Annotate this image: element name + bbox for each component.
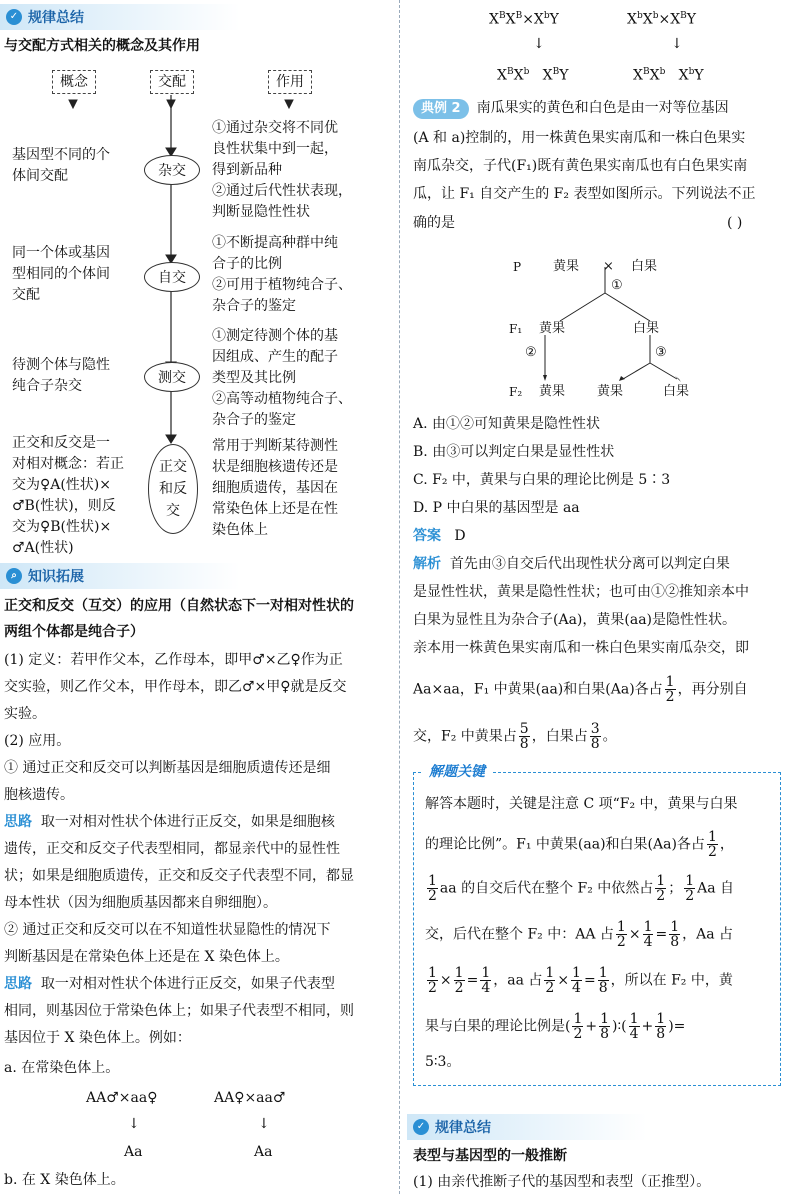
section-subtitle: 表型与基因型的一般推断 [413,1148,567,1164]
section-title: 规律总结 [28,10,84,26]
magnifier-icon: ⌕ [6,568,22,584]
section-subtitle: 与交配方式相关的概念及其作用 [4,38,200,54]
f2-yellow-2: 黄果 [597,384,624,399]
tip-text-part: 的理论比例”。F₁ 中黄果(aa)和白果(Aa)各占 [425,836,705,853]
section-title: 知识拓展 [28,569,84,585]
head-effect: 作用 [268,70,312,94]
down-arrow-icon: ↓ [671,36,683,52]
example-text: 确的是 [413,215,455,231]
f2-yellow-1: 黄果 [539,384,566,399]
effect-selfing [212,233,395,317]
numerator: 1 [598,965,608,981]
offspring-x-forward: $X^BX^b$ $X^BY$ [497,67,569,84]
effect-line: ①测定待测个体的基 [212,328,338,344]
example-first-line [413,98,729,119]
fraction [665,675,676,704]
option-d: D. P 中白果的基因型是 aa [413,500,580,516]
fraction [454,966,465,995]
effect-line: ②可用于植物纯合子、 [212,277,352,293]
reasoning-text: 母本性状（因为细胞质基因都来自卵细胞）。 [4,895,277,911]
node-hybrid: 杂交 [144,155,200,185]
denominator: 2 [428,888,437,904]
times-sign: × [603,259,614,274]
numerator: 1 [573,1011,583,1027]
fraction [519,722,530,751]
numerator: 1 [685,873,695,889]
tip-text: 解答本题时，关键是注意 C 项“F₂ 中，黄果与白果 [425,796,738,812]
numerator: 1 [656,873,666,889]
effect-line: 常染色体上还是在性 [212,501,338,517]
denominator: 4 [629,1026,639,1042]
concept-line: 交为♀B(性状)× [12,519,112,535]
offspring-reverse: Aa [254,1144,273,1160]
fraction [427,966,438,995]
reasoning-label: 思路 [4,976,32,992]
fraction [480,966,491,995]
numerator: 5 [519,721,529,737]
answer-row [413,526,466,546]
concept-hybrid [12,145,142,187]
extension-heading: 两组个体都是纯合子） [4,624,144,640]
reasoning-text: 取一对相对性状个体进行正反交，如果子代表型 [40,976,335,992]
analysis-text: 是显性性状，黄果是隐性性状；也可由①②推知亲本中 [413,584,749,600]
concept-reciprocal [12,433,147,559]
tip-text-part: × [557,972,570,989]
numerator: 1 [481,965,491,981]
numerator: 1 [428,873,437,889]
tip-text-part: ，所以在 F₂ 中，黄 [610,972,733,989]
effect-line: 状是细胞核遗传还是 [212,459,338,475]
numerator: 1 [643,919,653,935]
analysis-row [413,554,730,574]
definition-line: 实验。 [4,706,46,722]
concept-line: 同一个体或基因 [12,245,110,261]
numerator: 1 [707,829,717,845]
node-reciprocal [148,444,198,534]
concept-line: ♂B(性状)，则反 [12,498,116,514]
fraction [629,1012,640,1041]
fraction [655,874,666,903]
denominator: 2 [454,980,464,996]
circle-2: ② [525,345,537,360]
node-reciprocal-label: 正交和反交 [159,459,187,519]
circle-1: ① [611,278,623,293]
extension-heading: 正交和反交（互交）的应用（自然状态下一对相对性状的 [4,598,354,614]
p-yellow: 黄果 [553,259,580,274]
effect-line: 良性状集中到一起， [212,141,338,157]
circle-3: ③ [655,345,667,360]
option-c: C. F₂ 中，黄果与白果的理论比例是 5∶3 [413,472,671,488]
label-p: P [513,260,522,274]
effect-line: ②高等动植物纯合子、 [212,391,352,407]
definition-line: 交实验，则乙作父本，甲作母本，即乙♂×甲♀就是反交 [4,679,347,695]
reasoning-1 [4,812,335,832]
tip-text-part: ，aa 占 [493,972,543,989]
reasoning-text: 状；如果是细胞质遗传，正交和反交子代表型不同，都显 [4,868,354,884]
concept-testcross [12,355,142,397]
analysis-text [413,722,617,751]
concept-line: 基因型不同的个 [12,147,110,163]
answer-bracket: ( ) [727,215,743,231]
cross-x-reverse: $X^bX^b\times X^BY$ [627,11,697,28]
analysis-text-part: ，再分别自 [677,681,748,698]
numerator: 3 [590,721,600,737]
reasoning-text: 取一对相对性状个体进行正反交，如果是细胞核 [40,814,335,830]
tip-text [425,920,733,949]
numerator: 1 [670,919,680,935]
offspring-x-reverse: $X^BX^b$ $X^bY$ [633,67,704,84]
denominator: 8 [519,736,529,752]
tip-text-part: ； [668,880,683,897]
cross-x-forward: $X^BX^B\times X^bY$ [489,11,559,28]
effect-line: 杂合子的鉴定 [212,298,296,314]
tip-text-part: = [466,972,479,989]
answer-label: 答案 [413,528,441,544]
denominator: 4 [572,980,581,996]
denominator: 2 [707,844,717,860]
label-f1: F₁ [509,322,523,336]
concept-line: 交为♀A(性状)× [12,477,111,493]
denominator: 2 [573,1026,583,1042]
analysis-text: 白果为显性且为杂合子(Aa)，黄果(aa)是隐性性状。 [413,612,736,628]
example-text: (A 和 a)控制的，用一株黄色果实南瓜和一株白色果实 [413,130,746,146]
down-arrow-icon: ↓ [128,1116,140,1132]
p-white: 白果 [631,259,658,274]
tip-text [425,830,734,859]
cross-forward: AA♂×aa♀ [86,1090,158,1106]
last-line: (1) 由亲代推断子代的基因型和表型（正推型）。 [413,1174,711,1190]
tip-text-part: × [439,972,452,989]
effect-line: ①通过杂交将不同优 [212,120,338,136]
effect-line: ②通过后代性状表现， [212,183,352,199]
section-header-extension [0,563,240,589]
numerator: 1 [665,674,675,690]
analysis-text [413,675,748,704]
fraction [571,966,582,995]
application-item: 胞核遗传。 [4,787,74,803]
application-item: ① 通过正交和反交可以判断基因是细胞质遗传还是细 [4,760,331,776]
fraction [427,874,438,903]
analysis-text: 亲本用一株黄色果实南瓜和一株白色果实南瓜杂交，即 [413,640,749,656]
option-b: B. 由③可以判定白果是显性性状 [413,444,615,460]
application-item: 判断基因是在常染色体上还是在 X 染色体上。 [4,949,289,965]
reasoning-text: 基因位于 X 染色体上。例如： [4,1030,191,1046]
tip-text-part: × [628,926,641,943]
concept-line: 型相同的个体间 [12,266,110,282]
effect-line: 得到新品种 [212,162,282,178]
denominator: 8 [656,1026,666,1042]
concept-selfing [12,243,142,306]
denominator: 2 [616,934,626,950]
answer-value: D [454,528,466,544]
example-text: 南瓜杂交，子代(F₁)既有黄色果实南瓜也有白色果实南 [413,158,748,174]
effect-testcross [212,326,395,431]
concept-line: 体间交配 [12,168,68,184]
tip-text-part: + [641,1018,654,1035]
fraction [544,966,555,995]
head-concept: 概念 [52,70,96,94]
fraction [572,1012,583,1041]
tip-text [425,1012,685,1041]
analysis-text: 首先由③自交后代出现性状分离可以判定白果 [449,556,730,572]
right-column [405,0,790,1194]
concept-line: 正交和反交是一 [12,435,110,451]
denominator: 2 [545,980,555,996]
tip-text [425,874,734,903]
denominator: 2 [656,888,666,904]
tip-text-part: = [583,972,596,989]
analysis-text-part: 交，F₂ 中黄果占 [413,728,517,745]
example-tag: 典例 2 [413,99,469,119]
fraction [590,722,601,751]
fraction [684,874,695,903]
tip-text [425,966,733,995]
fraction [707,830,718,859]
example-b-label: b. 在 X 染色体上。 [4,1172,125,1188]
rules-icon: ✓ [413,1119,429,1135]
effect-hybrid [212,118,395,223]
numerator: 1 [629,1011,639,1027]
cross-reverse: AA♀×aa♂ [214,1090,286,1106]
effect-line: 常用于判断某待测性 [212,438,338,454]
analysis-text-part: Aa×aa，F₁ 中黄果(aa)和白果(Aa)各占 [413,681,663,698]
section-header-rules-2 [407,1114,647,1140]
f2-white: 白果 [663,384,690,399]
denominator: 8 [590,736,600,752]
tip-text: 5∶3。 [425,1054,461,1070]
numerator: 1 [428,965,437,981]
f1-white: 白果 [633,321,660,336]
analysis-text-part: ，白果占 [531,728,588,745]
example-a-label: a. 在常染色体上。 [4,1060,120,1076]
denominator: 8 [600,1026,610,1042]
reasoning-label: 思路 [4,814,32,830]
concept-line: 待测个体与隐性 [12,357,110,373]
label-f2: F₂ [509,385,523,399]
denominator: 8 [598,980,608,996]
denominator: 2 [665,689,675,705]
offspring-forward: Aa [124,1144,143,1160]
concept-line: 纯合子杂交 [12,378,82,394]
tip-text-part: aa 的自交后代在整个 F₂ 中依然占 [439,880,654,897]
application-label: (2) 应用。 [4,733,71,749]
application-item: ② 通过正交和反交可以在不知道性状显隐性的情况下 [4,922,331,938]
analysis-text-part: 。 [602,728,617,745]
reasoning-text: 相同，则基因位于常染色体上；如果子代表型不相同，则 [4,1003,354,1019]
denominator: 2 [685,888,695,904]
effect-line: 因组成、产生的配子 [212,349,338,365]
effect-line: 细胞质遗传，基因在 [212,480,338,496]
node-testcross: 测交 [144,362,200,392]
section-title: 规律总结 [435,1120,491,1136]
tip-text-part: ， [719,836,734,853]
fraction [669,920,680,949]
numerator: 1 [600,1011,610,1027]
column-divider [399,0,400,1194]
fraction [655,1012,666,1041]
denominator: 4 [643,934,653,950]
option-a: A. 由①②可知黄果是隐性性状 [413,416,601,432]
head-mating: 交配 [150,70,194,94]
concept-line: 交配 [12,287,40,303]
down-arrow-icon: ↓ [533,36,545,52]
tip-text-part: ，Aa 占 [682,926,734,943]
tip-text-part: )∶( [612,1018,627,1035]
numerator: 1 [454,965,464,981]
analysis-label: 解析 [413,556,441,572]
key-tip-title: 解题关键 [423,762,491,782]
reasoning-text: 遗传，正交和反交子代表型相同，都显亲代中的显性性 [4,841,340,857]
tip-text-part: 果与白果的理论比例是( [425,1018,571,1035]
denominator: 4 [481,980,491,996]
effect-line: 杂合子的鉴定 [212,412,296,428]
fraction [616,920,627,949]
effect-line: ①不断提高种群中纯 [212,235,338,251]
effect-line: 类型及其比例 [212,370,296,386]
effect-line: 染色体上 [212,522,268,538]
fraction [643,920,654,949]
numerator: 1 [545,965,555,981]
example-text: 瓜，让 F₁ 自交产生的 F₂ 表型如图所示。下列说法不正 [413,186,756,202]
numerator: 1 [656,1011,666,1027]
effect-line: 判断显隐性性状 [212,204,310,220]
tip-text-part: )= [668,1018,686,1035]
effect-reciprocal [212,436,395,541]
fraction [599,1012,610,1041]
denominator: 8 [670,934,680,950]
definition-line: (1) 定义：若甲作父本，乙作母本，即甲♂×乙♀作为正 [4,652,343,668]
rules-icon: ✓ [6,9,22,25]
down-arrow-icon: ↓ [258,1116,270,1132]
numerator: 1 [572,965,581,981]
tip-text-part: = [655,926,668,943]
fraction [598,966,609,995]
denominator: 2 [428,980,437,996]
tip-text-part: + [585,1018,598,1035]
numerator: 1 [616,919,626,935]
concept-line: 对相对概念：若正 [12,456,124,472]
concept-line: ♂A(性状) [12,540,74,556]
reasoning-2 [4,974,335,994]
example-text: 南瓜果实的黄色和白色是由一对等位基因 [476,100,729,116]
f1-yellow: 黄果 [539,321,566,336]
tip-text-part: Aa 自 [697,880,735,897]
effect-line: 合子的比例 [212,256,282,272]
tip-text-part: 交，后代在整个 F₂ 中：AA 占 [425,926,614,943]
node-selfing: 自交 [144,262,200,292]
